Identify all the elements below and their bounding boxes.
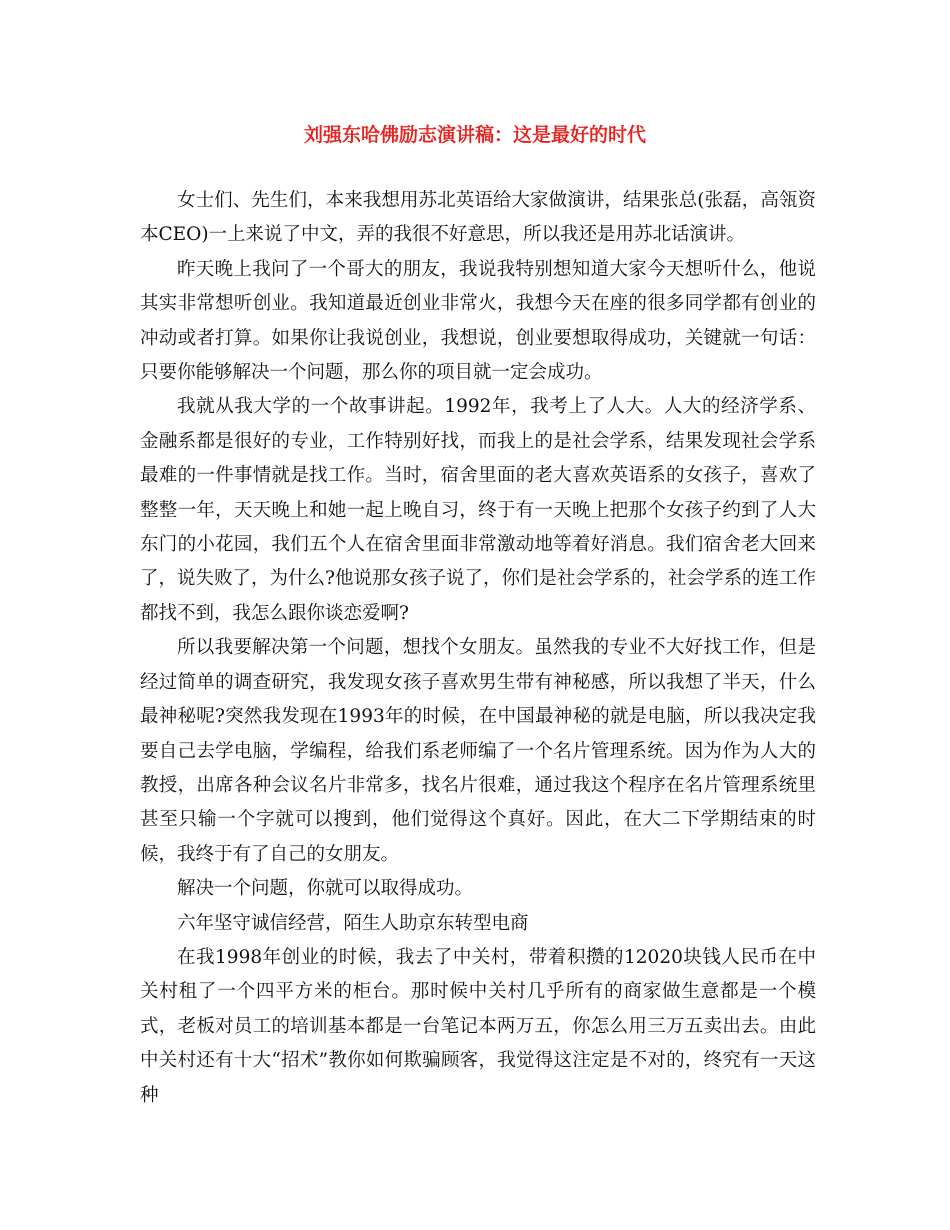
document-body — [140, 184, 816, 1113]
paragraph: 解决一个问题，你就可以取得成功。 — [177, 878, 474, 900]
section-heading: 六年坚守诚信经营，陌生人助京东转型电商 — [177, 912, 529, 934]
paragraph: 昨天晚上我问了一个哥大的朋友，我说我特别想知道大家今天想听什么，他说其实非常想听创业。我知道最近创业非常火，我想今天在座的很多同学都有创业的冲动或者打算。如果你让我说创业，我想说，创业要想取得成功，关键就一句话：只要你能够解决一个问题，那么你的项目就一定会成功。 — [140, 258, 816, 384]
paragraph: 所以我要解决第一个问题，想找个女朋友。虽然我的专业不大好找工作，但是经过简单的调查研究，我发现女孩子喜欢男生带有神秘感，所以我想了半天，什么最神秘呢?突然我发现在1993年的时候，在中国最神秘的就是电脑，所以我决定我要自己去学电脑，学编程，给我们系老师编了一个名片管理系统。因为作为人大的教授，出席各种会议名片非常多，找名片很难，通过我这个程序在名片管理系统里甚至只输一个字就可以搜到，他们觉得这个真好。因此，在大二下学期结束的时候，我终于有了自己的女朋友。 — [140, 637, 816, 865]
paragraph: 在我1998年创业的时候，我去了中关村，带着积攒的12020块钱人民币在中关村租了一个四平方米的柜台。那时候中关村几乎所有的商家做生意都是一个模式，老板对员工的培训基本都是一台笔记本两万五，你怎么用三万五卖出去。由此中关村还有十大“招术”教你如何欺骗顾客，我觉得这注定是不对的，终究有一天这种 — [140, 946, 816, 1106]
paragraph: 我就从我大学的一个故事讲起。1992年，我考上了人大。人大的经济学系、金融系都是很好的专业，工作特别好找，而我上的是社会学系，结果发现社会学系最难的一件事情就是找工作。当时，宿舍里面的老大喜欢英语系的女孩子，喜欢了整整一年，天天晚上和她一起上晚自习，终于有一天晚上把那个女孩子约到了人大东门的小花园，我们五个人在宿舍里面非常激动地等着好消息。我们宿舍老大回来了，说失败了，为什么?他说那女孩子说了，你们是社会学系的，社会学系的连工作都找不到，我怎么跟你谈恋爱啊? — [140, 396, 816, 624]
paragraph: 女士们、先生们，本来我想用苏北英语给大家做演讲，结果张总(张磊，高瓴资本CEO)一上来说了中文，弄的我很不好意思，所以我还是用苏北话演讲。 — [140, 190, 816, 246]
document-title: 刘强东哈佛励志演讲稿：这是最好的时代 — [303, 124, 646, 146]
